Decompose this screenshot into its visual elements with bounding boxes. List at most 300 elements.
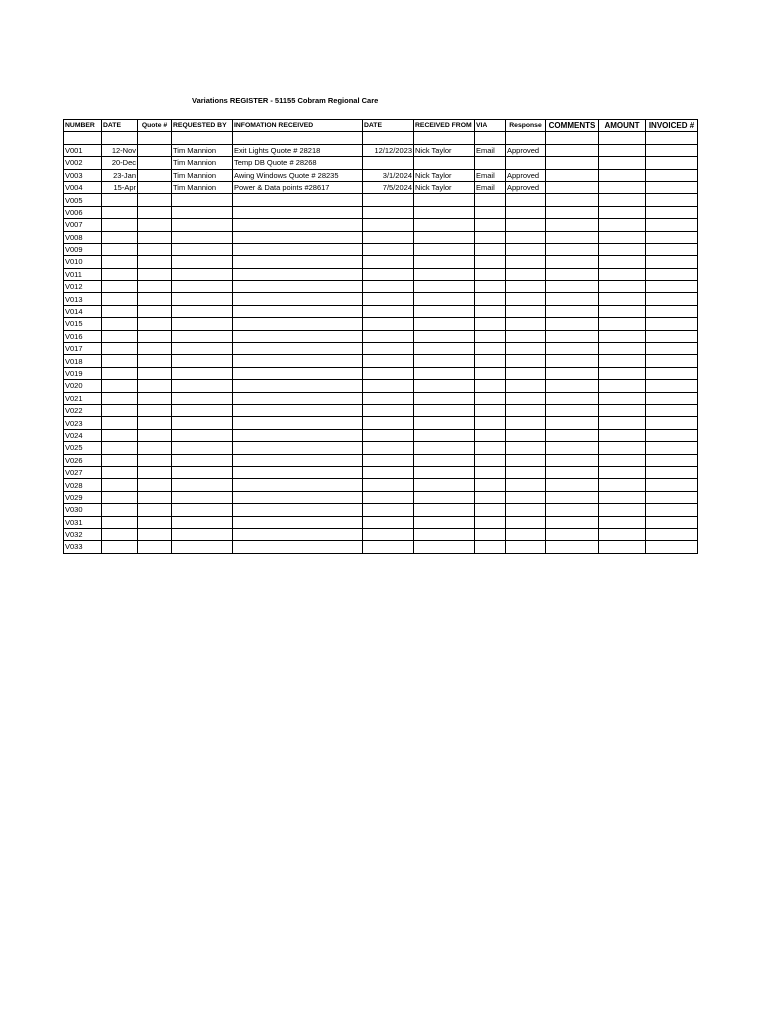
number-cell: V011 bbox=[64, 268, 102, 280]
information-cell bbox=[233, 479, 363, 491]
amount-cell bbox=[599, 516, 646, 528]
invoiced-cell bbox=[646, 281, 698, 293]
date-cell bbox=[102, 504, 138, 516]
received-from-cell bbox=[414, 479, 475, 491]
information-cell bbox=[233, 268, 363, 280]
requested-by-cell bbox=[172, 355, 233, 367]
header-row bbox=[64, 120, 698, 132]
comments-cell bbox=[546, 181, 599, 193]
information-cell bbox=[233, 318, 363, 330]
response-cell bbox=[506, 380, 546, 392]
number-cell: V025 bbox=[64, 442, 102, 454]
invoiced-cell bbox=[646, 157, 698, 169]
invoiced-cell bbox=[646, 144, 698, 156]
information-cell bbox=[233, 256, 363, 268]
quote-cell bbox=[138, 380, 172, 392]
information-cell bbox=[233, 442, 363, 454]
via-cell bbox=[475, 479, 506, 491]
via-cell bbox=[475, 504, 506, 516]
quote-cell bbox=[138, 343, 172, 355]
header-invoiced: INVOICED # bbox=[646, 120, 698, 132]
date-received-cell bbox=[363, 392, 414, 404]
amount-cell bbox=[599, 380, 646, 392]
requested-by-cell bbox=[172, 330, 233, 342]
date-cell bbox=[102, 479, 138, 491]
date-cell bbox=[102, 367, 138, 379]
response-cell bbox=[506, 355, 546, 367]
information-cell bbox=[233, 231, 363, 243]
header-response: Response bbox=[506, 120, 546, 132]
number-cell: V008 bbox=[64, 231, 102, 243]
invoiced-cell bbox=[646, 417, 698, 429]
table-row bbox=[64, 293, 698, 305]
date-received-cell bbox=[363, 231, 414, 243]
via-cell bbox=[475, 417, 506, 429]
information-cell bbox=[233, 305, 363, 317]
received-from-cell bbox=[414, 157, 475, 169]
amount-cell bbox=[599, 367, 646, 379]
received-from-cell bbox=[414, 429, 475, 441]
date-received-cell bbox=[363, 504, 414, 516]
response-cell bbox=[506, 157, 546, 169]
date-cell bbox=[102, 491, 138, 503]
information-cell bbox=[233, 219, 363, 231]
received-from-cell bbox=[414, 206, 475, 218]
date-received-cell bbox=[363, 355, 414, 367]
information-cell bbox=[233, 367, 363, 379]
quote-cell bbox=[138, 157, 172, 169]
requested-by-cell bbox=[172, 219, 233, 231]
table-row bbox=[64, 318, 698, 330]
via-cell bbox=[475, 157, 506, 169]
information-cell: Power & Data points #28617 bbox=[233, 181, 363, 193]
via-cell bbox=[475, 206, 506, 218]
table-row bbox=[64, 355, 698, 367]
date-cell bbox=[102, 293, 138, 305]
table-row bbox=[64, 380, 698, 392]
page-title: Variations REGISTER - 51155 Cobram Regional Care bbox=[192, 96, 379, 105]
number-cell: V020 bbox=[64, 380, 102, 392]
requested-by-cell bbox=[172, 194, 233, 206]
number-cell: V013 bbox=[64, 293, 102, 305]
comments-cell bbox=[546, 305, 599, 317]
response-cell bbox=[506, 194, 546, 206]
number-cell: V014 bbox=[64, 305, 102, 317]
comments-cell bbox=[546, 479, 599, 491]
via-cell bbox=[475, 305, 506, 317]
header-requested-by: REQUESTED BY bbox=[172, 120, 233, 132]
amount-cell bbox=[599, 417, 646, 429]
response-cell bbox=[506, 429, 546, 441]
requested-by-cell bbox=[172, 392, 233, 404]
received-from-cell bbox=[414, 541, 475, 553]
information-cell bbox=[233, 404, 363, 416]
response-cell bbox=[506, 231, 546, 243]
quote-cell bbox=[138, 144, 172, 156]
table-row bbox=[64, 504, 698, 516]
date-received-cell bbox=[363, 491, 414, 503]
response-cell bbox=[506, 256, 546, 268]
via-cell bbox=[475, 541, 506, 553]
table-row bbox=[64, 404, 698, 416]
invoiced-cell bbox=[646, 380, 698, 392]
number-cell: V018 bbox=[64, 355, 102, 367]
quote-cell bbox=[138, 392, 172, 404]
date-cell bbox=[102, 392, 138, 404]
received-from-cell bbox=[414, 504, 475, 516]
number-cell: V026 bbox=[64, 454, 102, 466]
via-cell bbox=[475, 491, 506, 503]
information-cell: Awing Windows Quote # 28235 bbox=[233, 169, 363, 181]
table-row bbox=[64, 169, 698, 181]
invoiced-cell bbox=[646, 355, 698, 367]
amount-cell bbox=[599, 541, 646, 553]
date-cell bbox=[102, 256, 138, 268]
response-cell: Approved bbox=[506, 181, 546, 193]
requested-by-cell bbox=[172, 243, 233, 255]
table-row bbox=[64, 231, 698, 243]
via-cell bbox=[475, 392, 506, 404]
response-cell bbox=[506, 442, 546, 454]
amount-cell bbox=[599, 442, 646, 454]
number-cell: V007 bbox=[64, 219, 102, 231]
via-cell bbox=[475, 243, 506, 255]
date-received-cell bbox=[363, 516, 414, 528]
received-from-cell bbox=[414, 491, 475, 503]
table-row bbox=[64, 194, 698, 206]
requested-by-cell bbox=[172, 454, 233, 466]
requested-by-cell bbox=[172, 367, 233, 379]
date-received-cell bbox=[363, 343, 414, 355]
received-from-cell bbox=[414, 528, 475, 540]
date-received-cell bbox=[363, 466, 414, 478]
received-from-cell bbox=[414, 454, 475, 466]
quote-cell bbox=[138, 417, 172, 429]
response-cell bbox=[506, 293, 546, 305]
date-received-cell bbox=[363, 293, 414, 305]
via-cell bbox=[475, 194, 506, 206]
date-received-cell bbox=[363, 219, 414, 231]
comments-cell bbox=[546, 219, 599, 231]
date-received-cell bbox=[363, 194, 414, 206]
date-cell bbox=[102, 343, 138, 355]
quote-cell bbox=[138, 466, 172, 478]
table-row bbox=[64, 206, 698, 218]
requested-by-cell bbox=[172, 318, 233, 330]
amount-cell bbox=[599, 528, 646, 540]
date-received-cell: 7/5/2024 bbox=[363, 181, 414, 193]
comments-cell bbox=[546, 417, 599, 429]
comments-cell bbox=[546, 206, 599, 218]
requested-by-cell bbox=[172, 305, 233, 317]
header-quote: Quote # bbox=[138, 120, 172, 132]
response-cell bbox=[506, 528, 546, 540]
date-received-cell bbox=[363, 281, 414, 293]
quote-cell bbox=[138, 479, 172, 491]
date-cell bbox=[102, 194, 138, 206]
received-from-cell bbox=[414, 256, 475, 268]
invoiced-cell bbox=[646, 528, 698, 540]
date-cell bbox=[102, 330, 138, 342]
date-received-cell bbox=[363, 417, 414, 429]
information-cell bbox=[233, 528, 363, 540]
date-cell bbox=[102, 380, 138, 392]
requested-by-cell bbox=[172, 281, 233, 293]
response-cell bbox=[506, 367, 546, 379]
received-from-cell bbox=[414, 355, 475, 367]
amount-cell bbox=[599, 355, 646, 367]
received-from-cell bbox=[414, 380, 475, 392]
table-row bbox=[64, 516, 698, 528]
via-cell bbox=[475, 318, 506, 330]
via-cell bbox=[475, 256, 506, 268]
information-cell bbox=[233, 281, 363, 293]
requested-by-cell: Tim Mannion bbox=[172, 144, 233, 156]
quote-cell bbox=[138, 231, 172, 243]
table-row bbox=[64, 392, 698, 404]
date-cell bbox=[102, 528, 138, 540]
response-cell bbox=[506, 206, 546, 218]
information-cell bbox=[233, 194, 363, 206]
number-cell: V021 bbox=[64, 392, 102, 404]
date-cell bbox=[102, 355, 138, 367]
invoiced-cell bbox=[646, 181, 698, 193]
requested-by-cell bbox=[172, 528, 233, 540]
quote-cell bbox=[138, 194, 172, 206]
quote-cell bbox=[138, 169, 172, 181]
requested-by-cell bbox=[172, 293, 233, 305]
via-cell bbox=[475, 330, 506, 342]
received-from-cell bbox=[414, 281, 475, 293]
response-cell bbox=[506, 318, 546, 330]
invoiced-cell bbox=[646, 206, 698, 218]
comments-cell bbox=[546, 281, 599, 293]
response-cell bbox=[506, 454, 546, 466]
response-cell bbox=[506, 491, 546, 503]
requested-by-cell bbox=[172, 268, 233, 280]
information-cell bbox=[233, 454, 363, 466]
received-from-cell bbox=[414, 417, 475, 429]
quote-cell bbox=[138, 528, 172, 540]
via-cell bbox=[475, 454, 506, 466]
quote-cell bbox=[138, 181, 172, 193]
amount-cell bbox=[599, 281, 646, 293]
information-cell bbox=[233, 206, 363, 218]
received-from-cell bbox=[414, 293, 475, 305]
comments-cell bbox=[546, 330, 599, 342]
amount-cell bbox=[599, 404, 646, 416]
invoiced-cell bbox=[646, 454, 698, 466]
response-cell bbox=[506, 281, 546, 293]
table-row bbox=[64, 268, 698, 280]
requested-by-cell bbox=[172, 541, 233, 553]
date-received-cell bbox=[363, 318, 414, 330]
via-cell bbox=[475, 429, 506, 441]
amount-cell bbox=[599, 219, 646, 231]
amount-cell bbox=[599, 466, 646, 478]
table-row bbox=[64, 479, 698, 491]
table-row bbox=[64, 305, 698, 317]
table-row bbox=[64, 528, 698, 540]
via-cell bbox=[475, 516, 506, 528]
amount-cell bbox=[599, 256, 646, 268]
received-from-cell: Nick Taylor bbox=[414, 144, 475, 156]
comments-cell bbox=[546, 367, 599, 379]
amount-cell bbox=[599, 504, 646, 516]
date-received-cell bbox=[363, 541, 414, 553]
information-cell bbox=[233, 330, 363, 342]
requested-by-cell bbox=[172, 442, 233, 454]
amount-cell bbox=[599, 330, 646, 342]
date-cell bbox=[102, 466, 138, 478]
amount-cell bbox=[599, 454, 646, 466]
number-cell: V027 bbox=[64, 466, 102, 478]
table-row bbox=[64, 144, 698, 156]
amount-cell bbox=[599, 231, 646, 243]
received-from-cell bbox=[414, 343, 475, 355]
received-from-cell bbox=[414, 268, 475, 280]
requested-by-cell: Tim Mannion bbox=[172, 181, 233, 193]
requested-by-cell bbox=[172, 206, 233, 218]
amount-cell bbox=[599, 491, 646, 503]
amount-cell bbox=[599, 392, 646, 404]
table-row bbox=[64, 343, 698, 355]
invoiced-cell bbox=[646, 256, 698, 268]
received-from-cell bbox=[414, 330, 475, 342]
header-information-received: INFOMATION RECEIVED bbox=[233, 120, 363, 132]
date-received-cell bbox=[363, 380, 414, 392]
amount-cell bbox=[599, 144, 646, 156]
quote-cell bbox=[138, 293, 172, 305]
comments-cell bbox=[546, 404, 599, 416]
number-cell: V003 bbox=[64, 169, 102, 181]
table-row bbox=[64, 491, 698, 503]
date-received-cell bbox=[363, 367, 414, 379]
invoiced-cell bbox=[646, 392, 698, 404]
response-cell bbox=[506, 404, 546, 416]
comments-cell bbox=[546, 392, 599, 404]
requested-by-cell bbox=[172, 343, 233, 355]
response-cell bbox=[506, 392, 546, 404]
response-cell bbox=[506, 417, 546, 429]
response-cell bbox=[506, 541, 546, 553]
via-cell bbox=[475, 404, 506, 416]
amount-cell bbox=[599, 243, 646, 255]
amount-cell bbox=[599, 181, 646, 193]
invoiced-cell bbox=[646, 330, 698, 342]
table-row bbox=[64, 256, 698, 268]
table-row bbox=[64, 417, 698, 429]
table-row bbox=[64, 157, 698, 169]
amount-cell bbox=[599, 429, 646, 441]
via-cell bbox=[475, 466, 506, 478]
requested-by-cell bbox=[172, 504, 233, 516]
comments-cell bbox=[546, 243, 599, 255]
number-cell: V001 bbox=[64, 144, 102, 156]
comments-cell bbox=[546, 442, 599, 454]
date-cell: 23-Jan bbox=[102, 169, 138, 181]
amount-cell bbox=[599, 479, 646, 491]
invoiced-cell bbox=[646, 268, 698, 280]
number-cell: V010 bbox=[64, 256, 102, 268]
number-cell: V006 bbox=[64, 206, 102, 218]
invoiced-cell bbox=[646, 491, 698, 503]
requested-by-cell bbox=[172, 466, 233, 478]
number-cell: V017 bbox=[64, 343, 102, 355]
received-from-cell bbox=[414, 318, 475, 330]
number-cell: V028 bbox=[64, 479, 102, 491]
amount-cell bbox=[599, 157, 646, 169]
table-row bbox=[64, 367, 698, 379]
number-cell: V029 bbox=[64, 491, 102, 503]
date-received-cell bbox=[363, 206, 414, 218]
via-cell bbox=[475, 442, 506, 454]
invoiced-cell bbox=[646, 541, 698, 553]
via-cell: Email bbox=[475, 169, 506, 181]
comments-cell bbox=[546, 256, 599, 268]
quote-cell bbox=[138, 330, 172, 342]
comments-cell bbox=[546, 268, 599, 280]
date-received-cell bbox=[363, 429, 414, 441]
information-cell bbox=[233, 355, 363, 367]
number-cell: V031 bbox=[64, 516, 102, 528]
amount-cell bbox=[599, 268, 646, 280]
date-cell bbox=[102, 281, 138, 293]
table-row bbox=[64, 541, 698, 553]
table-row bbox=[64, 181, 698, 193]
amount-cell bbox=[599, 318, 646, 330]
comments-cell bbox=[546, 194, 599, 206]
date-cell: 15-Apr bbox=[102, 181, 138, 193]
information-cell bbox=[233, 392, 363, 404]
information-cell bbox=[233, 466, 363, 478]
date-cell bbox=[102, 206, 138, 218]
comments-cell bbox=[546, 169, 599, 181]
date-received-cell bbox=[363, 454, 414, 466]
via-cell bbox=[475, 268, 506, 280]
date-cell bbox=[102, 429, 138, 441]
via-cell bbox=[475, 281, 506, 293]
received-from-cell bbox=[414, 442, 475, 454]
number-cell: V032 bbox=[64, 528, 102, 540]
date-received-cell bbox=[363, 330, 414, 342]
date-received-cell bbox=[363, 442, 414, 454]
blank-row bbox=[64, 132, 698, 144]
invoiced-cell bbox=[646, 194, 698, 206]
amount-cell bbox=[599, 343, 646, 355]
amount-cell bbox=[599, 169, 646, 181]
date-cell bbox=[102, 231, 138, 243]
invoiced-cell bbox=[646, 429, 698, 441]
information-cell bbox=[233, 516, 363, 528]
information-cell: Exit Lights Quote # 28218 bbox=[233, 144, 363, 156]
comments-cell bbox=[546, 144, 599, 156]
received-from-cell bbox=[414, 243, 475, 255]
date-received-cell: 3/1/2024 bbox=[363, 169, 414, 181]
table-row bbox=[64, 219, 698, 231]
quote-cell bbox=[138, 219, 172, 231]
received-from-cell bbox=[414, 392, 475, 404]
comments-cell bbox=[546, 380, 599, 392]
number-cell: V009 bbox=[64, 243, 102, 255]
received-from-cell: Nick Taylor bbox=[414, 181, 475, 193]
via-cell: Email bbox=[475, 144, 506, 156]
comments-cell bbox=[546, 429, 599, 441]
received-from-cell bbox=[414, 194, 475, 206]
number-cell: V015 bbox=[64, 318, 102, 330]
date-received-cell bbox=[363, 479, 414, 491]
quote-cell bbox=[138, 504, 172, 516]
